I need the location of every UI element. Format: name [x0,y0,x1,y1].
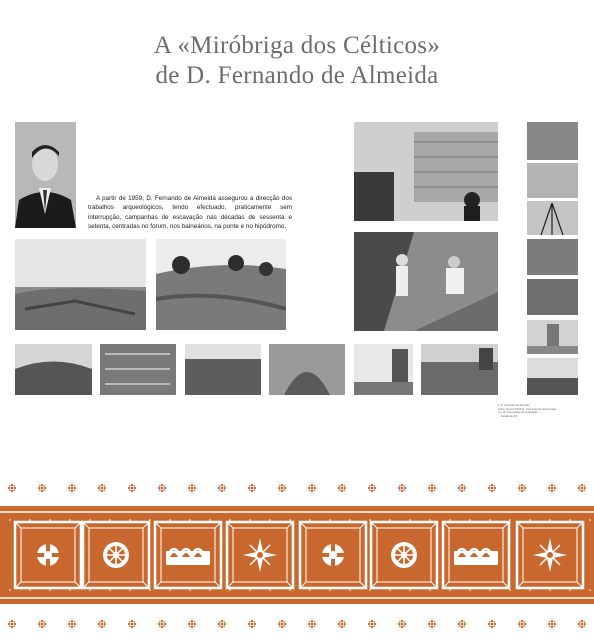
bottom-photo-6 [421,344,498,395]
column-photo-2 [527,163,578,198]
credit-line: 1. D. Fernando de Almeida [498,404,529,407]
portrait-photo [15,122,76,228]
credit-line: 2 a 15. Campanhas de escavação: ... [498,411,541,415]
landscape-photo-2 [156,239,286,330]
credit-line: ... década de 60 [498,414,517,418]
column-photo-1 [527,122,578,160]
landscape-photo-1 [15,239,146,330]
bottom-photo-5 [354,344,413,395]
excavation-photo-wall [354,122,498,221]
panel-title-line2: de D. Fernando de Almeida [155,62,439,89]
excavation-photo-workers [354,232,498,331]
frieze-top-dots [8,484,586,492]
column-photo-3 [527,201,578,235]
photo-credits [498,404,570,418]
bottom-photo-2 [100,344,176,395]
bottom-photo-1 [15,344,92,395]
panel-title-line1: A «Miróbriga dos Célticos» [153,32,441,59]
bottom-photo-4 [269,344,345,395]
column-photo-5 [527,279,578,315]
mosaic-frieze [0,466,594,640]
column-photo-4 [527,239,578,275]
bottom-photo-3 [185,344,261,395]
column-photo-7 [527,358,578,395]
intro-caption: A partir de 1959, D. Fernando de Almeida assegurou a direcção dos trabalhos arqueológicos, tendo efectuado, praticamente sem interrupção, campanhas de escavação nas décadas de sessenta e setenta, centradas no forum, nos balneários, na ponte e no hipódromo. [88,195,292,231]
credit-line: Fotos: Arquivo MNA Dr. José Leite de Vasconcelos [498,407,557,411]
column-photo-6 [527,320,578,354]
frieze-bottom-dots [8,620,586,628]
